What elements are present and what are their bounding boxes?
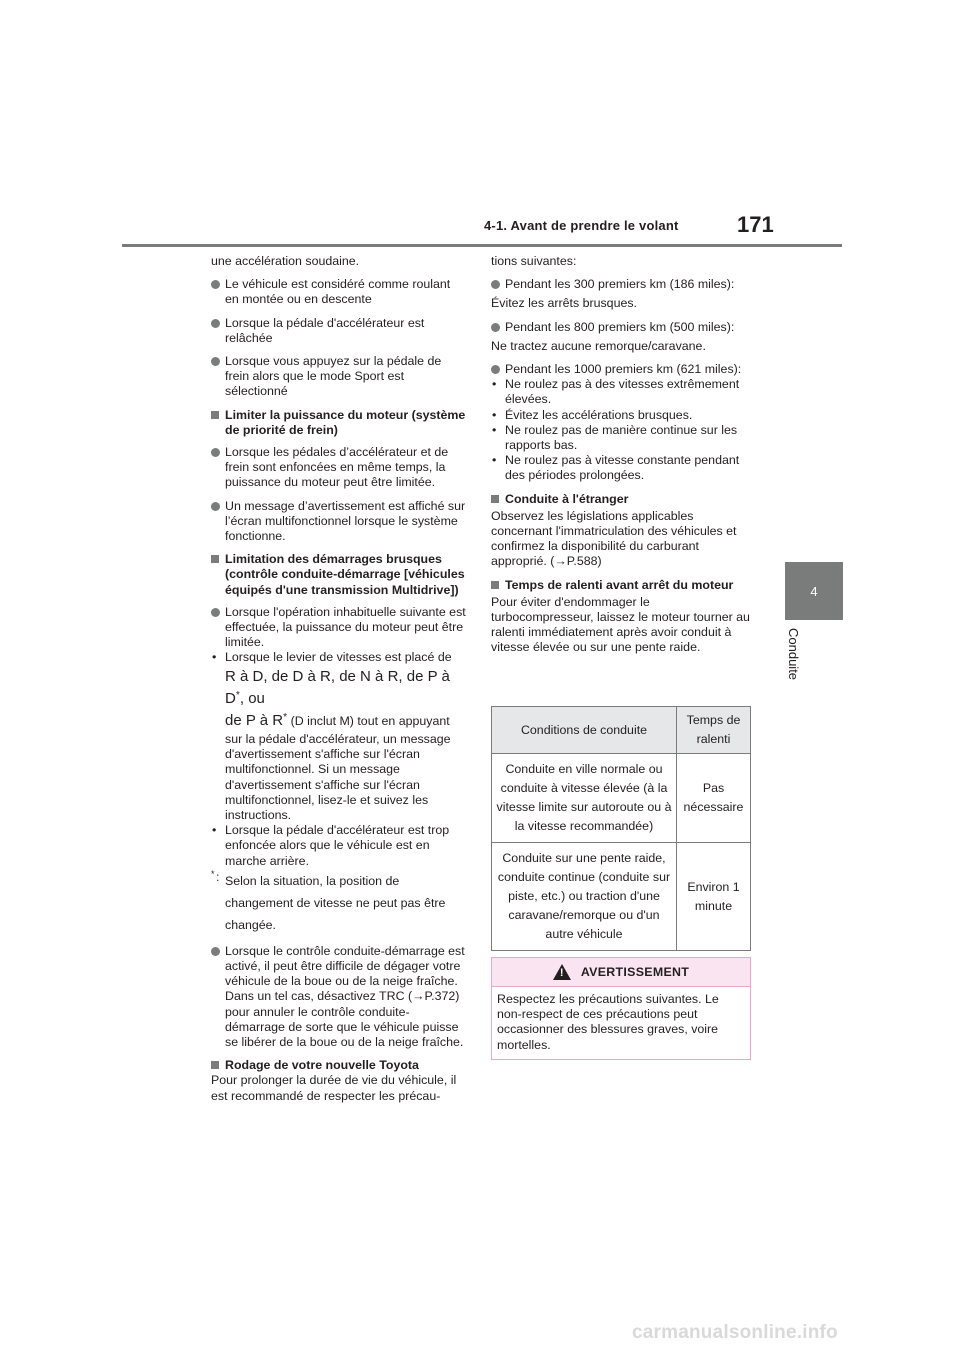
watermark: carmanualsonline.info: [632, 1322, 838, 1343]
paragraph: Évitez les arrêts brusques.: [491, 296, 637, 311]
sub-list-item: • Ne roulez pas à vitesse constante pendant des périodes prolongées.: [491, 453, 753, 483]
paragraph-text: Observez les législations applicables concernant l'immatriculation des véhicules et confirmez la disponibilité du carburant approprié. (: [491, 508, 737, 569]
chapter-label: [782, 628, 806, 728]
table-row: [492, 754, 751, 843]
section-heading: Temps de ralenti avant arrêt du moteur: [491, 578, 753, 593]
bullet-text: P.372) pour annuler le contrôle conduite-démarrage de sorte que le véhicule puisse se libérer de la boue ou de la neige fraîche.: [225, 989, 464, 1049]
arrow-icon: →: [554, 554, 567, 569]
table-header: Conditions de conduite: [492, 707, 677, 754]
paragraph: [491, 509, 753, 570]
bullet-item: Pendant les 300 premiers km (186 miles):: [491, 277, 753, 292]
table-cell: Pas nécessaire: [677, 754, 751, 843]
chapter-label-text: Conduite: [786, 628, 801, 681]
table-header: Temps de ralenti: [677, 707, 751, 754]
table-header-row: [492, 707, 751, 754]
bullet-item: Pendant les 1000 premiers km (621 miles):: [491, 362, 753, 377]
footnote-marker: *: [235, 689, 240, 701]
footnote-marker: *: [283, 711, 288, 723]
warning-title: AVERTISSEMENT: [580, 965, 690, 979]
section-title: 4-1. Avant de prendre le volant: [484, 218, 679, 233]
header-rule: [122, 244, 842, 247]
bullet-text: Lorsque le contrôle conduite-démarrage est activé, il peut être difficile de dégager votre véhicule de la boue ou de la neige fraîche. Dans un tel cas, désactivez TRC (: [225, 943, 465, 1004]
arrow-icon: →: [412, 989, 425, 1004]
table-cell: Conduite sur une pente raide, conduite continue (conduite sur piste, etc.) ou traction d'une caravane/remorque ou d'un autre véhicule: [492, 843, 677, 951]
paragraph: Pour éviter d'endommager le turbocompresseur, laissez le moteur tourner au ralenti immédiatement après avoir conduit à vitesse élevée ou sur une pente raide.: [491, 594, 750, 655]
warning-icon: [553, 964, 571, 980]
footnote-colon: :: [216, 869, 220, 884]
section-heading: Limitation des démarrages brusques (contrôle conduite-démarrage [véhicules équipés d'une transmission Multidrive]): [211, 552, 467, 598]
paragraph: tions suivantes:: [491, 254, 577, 268]
sub-text-large: de P à R: [225, 711, 284, 729]
bullet-item: Lorsque vous appuyez sur la pédale de frein alors que le mode Sport est sélectionné: [211, 354, 467, 400]
warning-body: Respectez les précautions suivantes. Le non-respect de ces précautions peut occasionner des blessures graves, voire mortelles.: [497, 992, 719, 1052]
footnote-star: *: [211, 868, 215, 879]
bullet-item: [211, 944, 467, 1050]
bullet-item: Lorsque l'opération inhabituelle suivante est effectuée, la puissance du moteur peut être limitée.: [211, 605, 467, 651]
left-column: [211, 254, 467, 1104]
warning-header: [492, 958, 750, 987]
bullet-item: Pendant les 800 premiers km (500 miles):: [491, 320, 753, 335]
sub-list-item: • Ne roulez pas de manière continue sur les rapports bas.: [491, 423, 753, 453]
page-number: 171: [737, 212, 774, 237]
sub-list-item: • Lorsque la pédale d'accélérateur est trop enfoncée alors que le véhicule est en marche arrière.: [211, 823, 467, 869]
table-cell: Conduite en ville normale ou conduite à vitesse élevée (à la vitesse limite sur autoroute ou à la vitesse recommandée): [492, 754, 677, 843]
bullet-item: Le véhicule est considéré comme roulant en montée ou en descente: [211, 277, 467, 307]
section-heading: Limiter la puissance du moteur (système de priorité de frein): [211, 408, 467, 438]
warning-box: [491, 957, 751, 1060]
sub-text-large: , ou: [239, 689, 265, 707]
chapter-tab-number: 4: [810, 583, 818, 599]
paragraph: Ne tractez aucune remorque/caravane.: [491, 338, 706, 353]
bullet-item: Lorsque la pédale d'accélérateur est relâchée: [211, 316, 467, 346]
table-cell: Environ 1 minute: [677, 843, 751, 951]
bullet-item: Lorsque les pédales d’accélérateur et de frein sont enfoncées en même temps, la puissance du moteur peut être limitée.: [211, 445, 467, 491]
sub-text: Lorsque le levier de vitesses est placé de: [225, 650, 452, 665]
paragraph: Pour prolonger la durée de vie du véhicule, il est recommandé de respecter les précau-: [211, 1073, 457, 1103]
footnote-text: Selon la situation, la position de changement de vitesse ne peut pas être changée.: [225, 873, 446, 932]
sub-text: (D inclut M) tout en appuyant sur la pédale d'accélérateur, un message d'avertissement s'affiche sur l'écran multifonctionnel. Si un message d'avertissement s'affiche sur l'écran multifonctionnel, lisez-le et suivez les instructions.: [225, 713, 451, 822]
table-row: [492, 843, 751, 951]
section-heading: Conduite à l'étranger: [491, 492, 753, 507]
section-heading: Rodage de votre nouvelle Toyota: [211, 1058, 467, 1073]
idle-time-table: [491, 706, 751, 951]
right-column: [491, 254, 753, 656]
chapter-tab[interactable]: [785, 562, 843, 620]
paragraph-text: P.588): [566, 554, 602, 569]
footnote: [211, 870, 467, 936]
sub-list-item: [211, 650, 467, 823]
paragraph: une accélération soudaine.: [211, 254, 360, 268]
sub-list-item: • Ne roulez pas à des vitesses extrêmement élevées.: [491, 377, 753, 407]
sub-text-large: R à D, de D à R, de N à R, de P à D: [225, 667, 450, 707]
sub-list-item: • Évitez les accélérations brusques.: [491, 408, 753, 423]
bullet-item: Un message d’avertissement est affiché sur l’écran multifonctionnel lorsque le système fonctionne.: [211, 499, 467, 545]
